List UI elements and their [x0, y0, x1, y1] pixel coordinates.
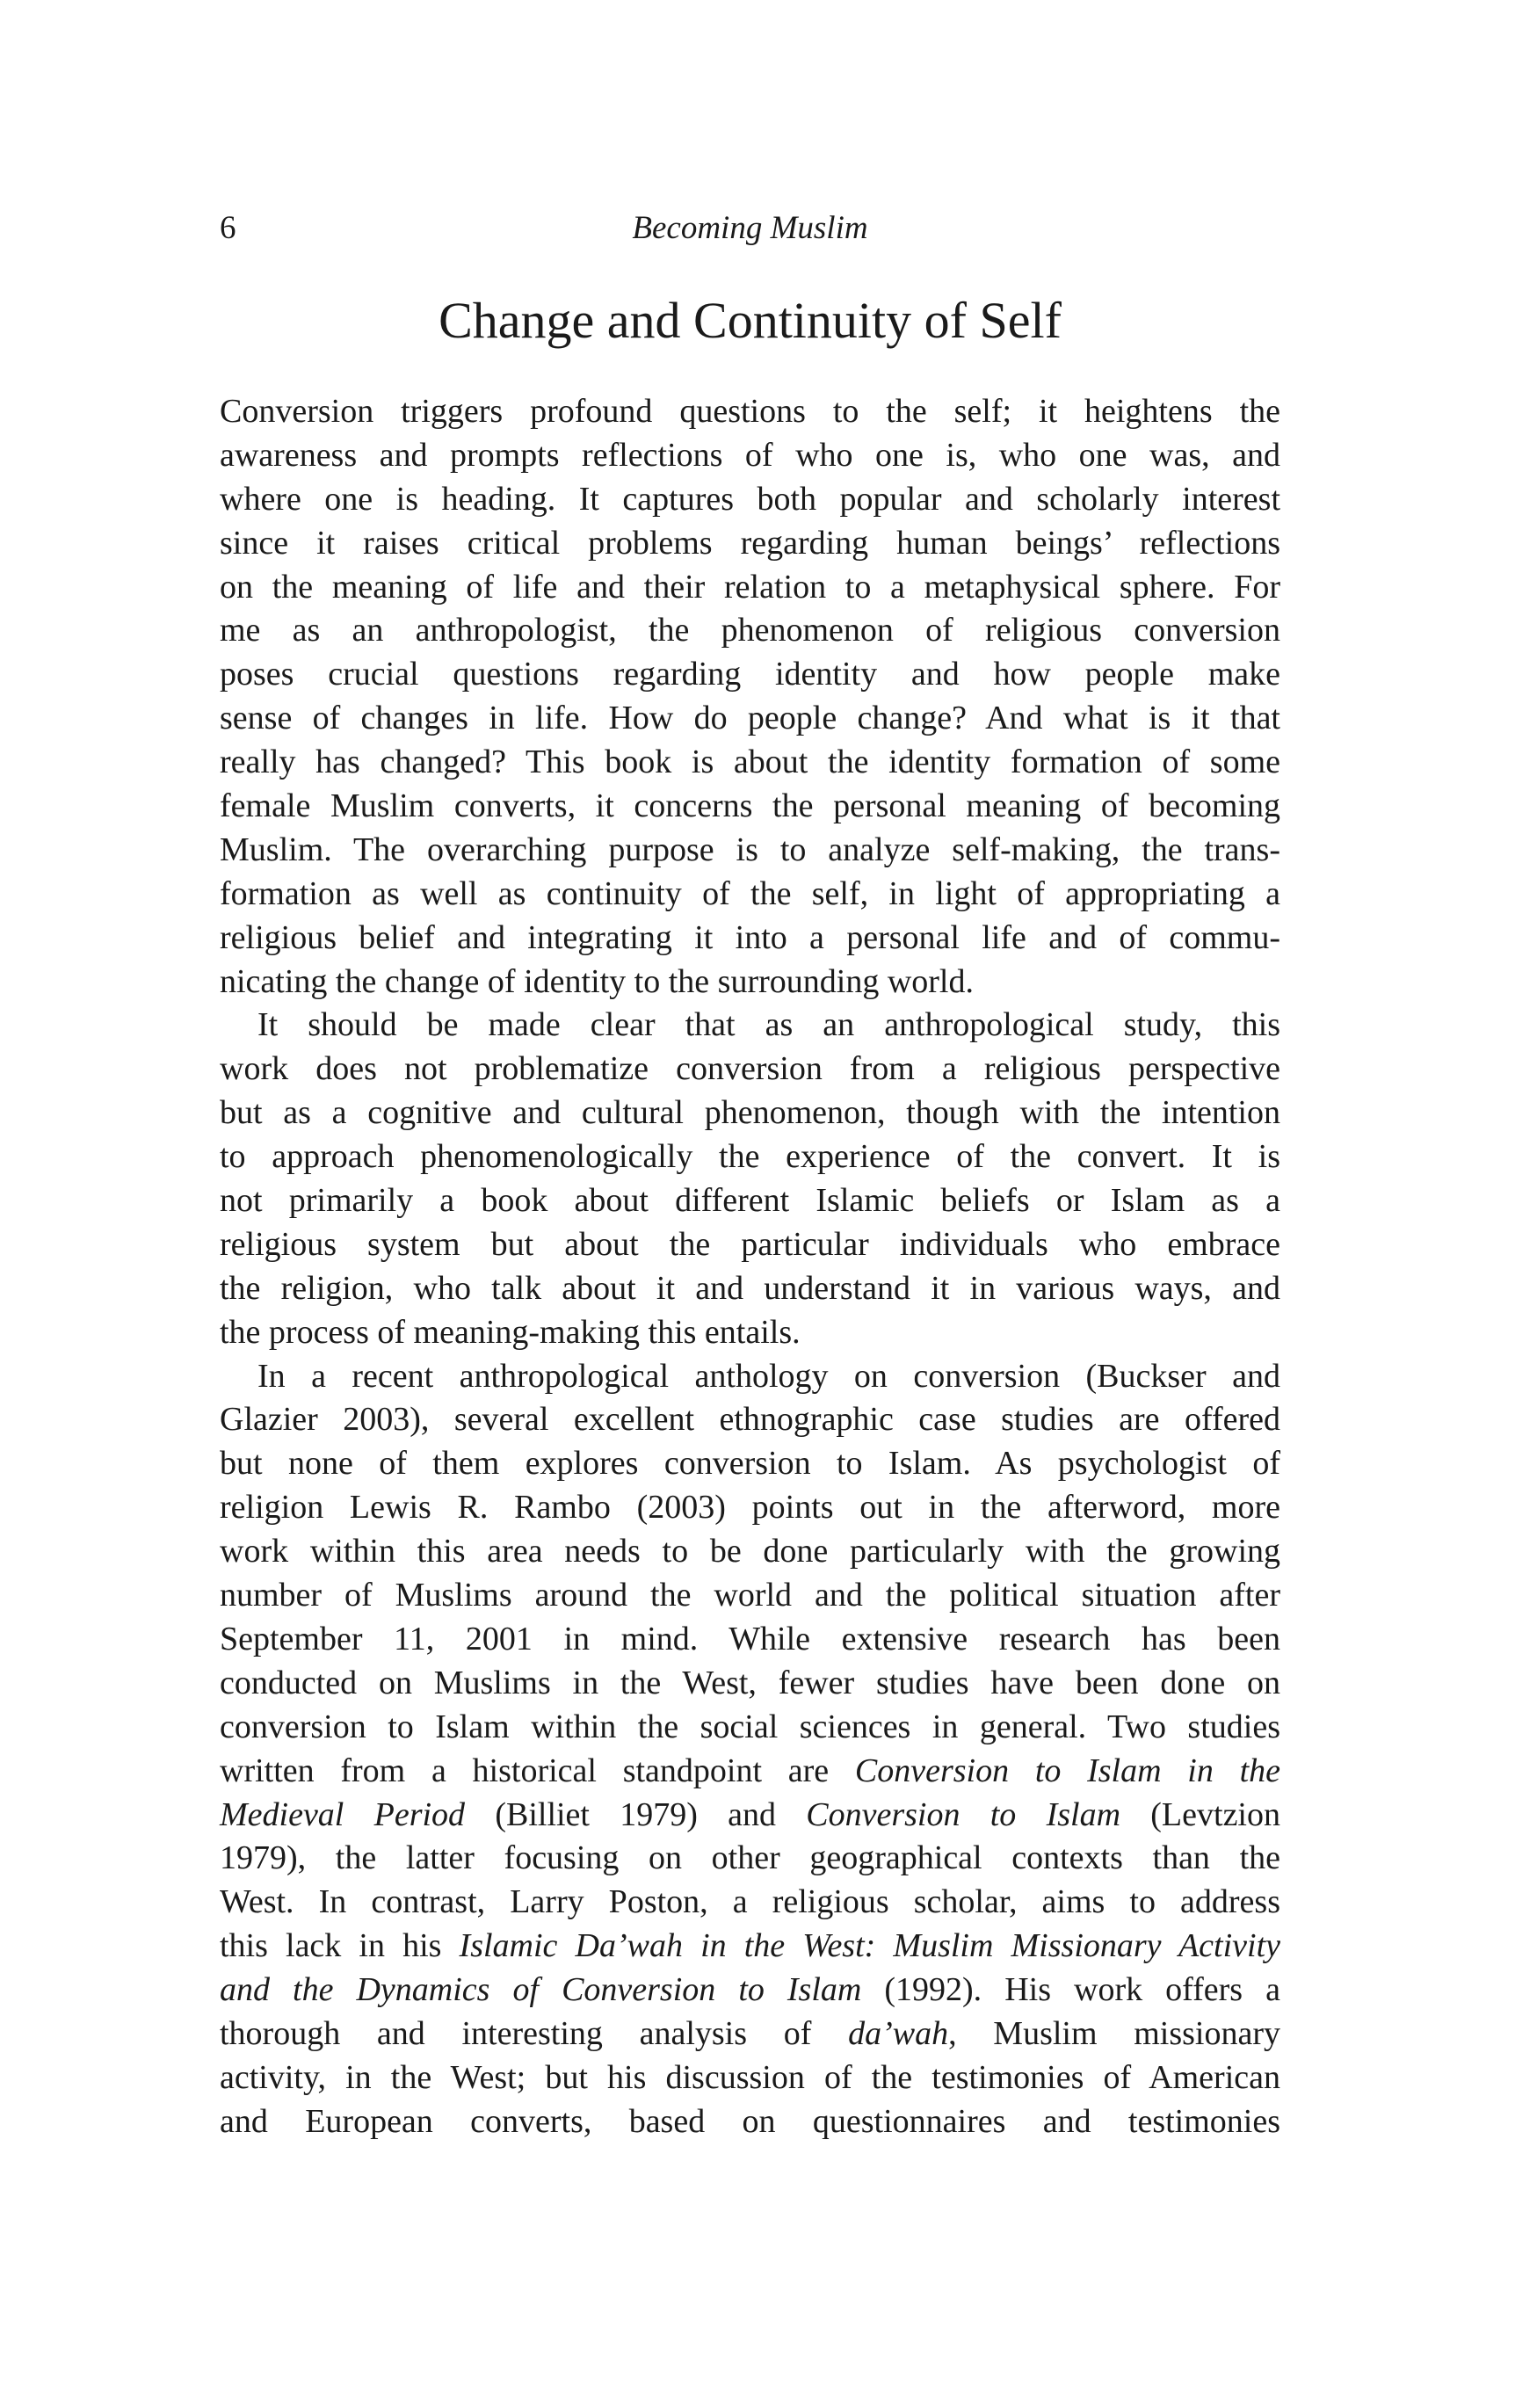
text-line — [220, 1925, 1280, 1969]
running-head — [220, 209, 1280, 255]
text-line: religion Lewis R. Rambo (2003) points out in the afterword, more — [220, 1489, 1280, 1527]
text-line: and European converts, based on questionnaires and testimonies — [220, 2102, 1280, 2140]
running-head-title: Becoming Muslim — [632, 210, 868, 246]
text-segment: , Muslim missionary — [948, 2014, 1280, 2052]
text-line: work does not problematize conversion from a religious perspective — [220, 1050, 1280, 1088]
text-segment: written from a historical standpoint are — [220, 1752, 855, 1789]
text-line: to approach phenomenologically the experience of the convert. It is — [220, 1138, 1280, 1176]
paragraph — [220, 1355, 1280, 2144]
italic-title: Medieval Period — [220, 1795, 466, 1833]
page-number: 6 — [220, 210, 236, 246]
italic-title: Islamic Da’wah in the West: Muslim Missionary Activity — [459, 1927, 1280, 1965]
text-line: me as an anthropologist, the phenomenon of religious conversion — [220, 612, 1280, 649]
text-line: September 11, 2001 in mind. While extensive research has been — [220, 1620, 1280, 1657]
text-line — [220, 1794, 1280, 1838]
italic-title: Conversion to Islam — [806, 1795, 1121, 1833]
text-line: Conversion triggers profound questions to the self; it heightens the — [220, 393, 1280, 430]
text-line: 1979), the latter focusing on other geographical contexts than the — [220, 1839, 1280, 1877]
text-segment: this lack in his — [220, 1927, 460, 1965]
text-segment: (Billiet 1979) and — [465, 1795, 807, 1833]
text-line: but as a cognitive and cultural phenomenon, though with the intention — [220, 1094, 1280, 1132]
text-segment: (Levtzion — [1120, 1795, 1280, 1833]
text-line: Muslim. The overarching purpose is to analyze self-making, the trans- — [220, 830, 1280, 868]
text-line: nicating the change of identity to the surrounding world. — [220, 962, 974, 1000]
text-line: religious system but about the particular individuals who embrace — [220, 1225, 1280, 1263]
body-text — [220, 390, 1280, 2144]
text-segment: thorough and interesting analysis of — [220, 2014, 849, 2052]
text-line: where one is heading. It captures both popular and scholarly interest — [220, 480, 1280, 518]
text-line: not primarily a book about different Islamic beliefs or Islam as a — [220, 1182, 1280, 1220]
text-line: Glazier 2003), several excellent ethnographic case studies are offered — [220, 1401, 1280, 1439]
text-line: poses crucial questions regarding identity and how people make — [220, 656, 1280, 693]
text-line: number of Muslims around the world and the political situation after — [220, 1577, 1280, 1614]
text-line: It should be made clear that as an anthropological study, this — [257, 1006, 1280, 1044]
text-line: the process of meaning-making this entails. — [220, 1313, 801, 1351]
text-line: really has changed? This book is about the identity formation of some — [220, 743, 1280, 781]
text-line: formation as well as continuity of the self, in light of appropriating a — [220, 874, 1280, 912]
italic-title: and the Dynamics of Conversion to Islam — [220, 1971, 862, 2009]
text-line: the religion, who talk about it and understand it in various ways, and — [220, 1269, 1280, 1307]
text-line: conducted on Muslims in the West, fewer studies have been done on — [220, 1664, 1280, 1701]
text-line: In a recent anthropological anthology on conversion (Buckser and — [257, 1357, 1280, 1395]
text-line: on the meaning of life and their relation to a metaphysical sphere. For — [220, 568, 1280, 606]
text-line: since it raises critical problems regarding human beings’ reflections — [220, 524, 1280, 562]
italic-title: Conversion to Islam in the — [854, 1752, 1280, 1789]
section-title: Change and Continuity of Self — [439, 292, 1062, 349]
text-line: West. In contrast, Larry Poston, a religious scholar, aims to address — [220, 1883, 1280, 1921]
text-line: religious belief and integrating it into a personal life and of commu- — [220, 918, 1280, 956]
text-segment: (1992). His work offers a — [861, 1971, 1280, 2009]
text-line — [220, 1969, 1280, 2013]
paragraph — [220, 1004, 1280, 1354]
text-line: but none of them explores conversion to Islam. As psychologist of — [220, 1445, 1280, 1483]
text-line — [220, 2013, 1280, 2056]
text-line — [220, 1750, 1280, 1794]
italic-title: da’wah — [848, 2014, 949, 2052]
text-line: awareness and prompts reflections of who one is, who one was, and — [220, 436, 1280, 474]
text-line: female Muslim converts, it concerns the personal meaning of becoming — [220, 787, 1280, 825]
text-line: work within this area needs to be done particularly with the growing — [220, 1533, 1280, 1570]
text-line: sense of changes in life. How do people change? And what is it that — [220, 700, 1280, 737]
text-line: activity, in the West; but his discussion of the testimonies of American — [220, 2058, 1280, 2096]
paragraph — [220, 390, 1280, 1004]
text-line: conversion to Islam within the social sciences in general. Two studies — [220, 1708, 1280, 1745]
